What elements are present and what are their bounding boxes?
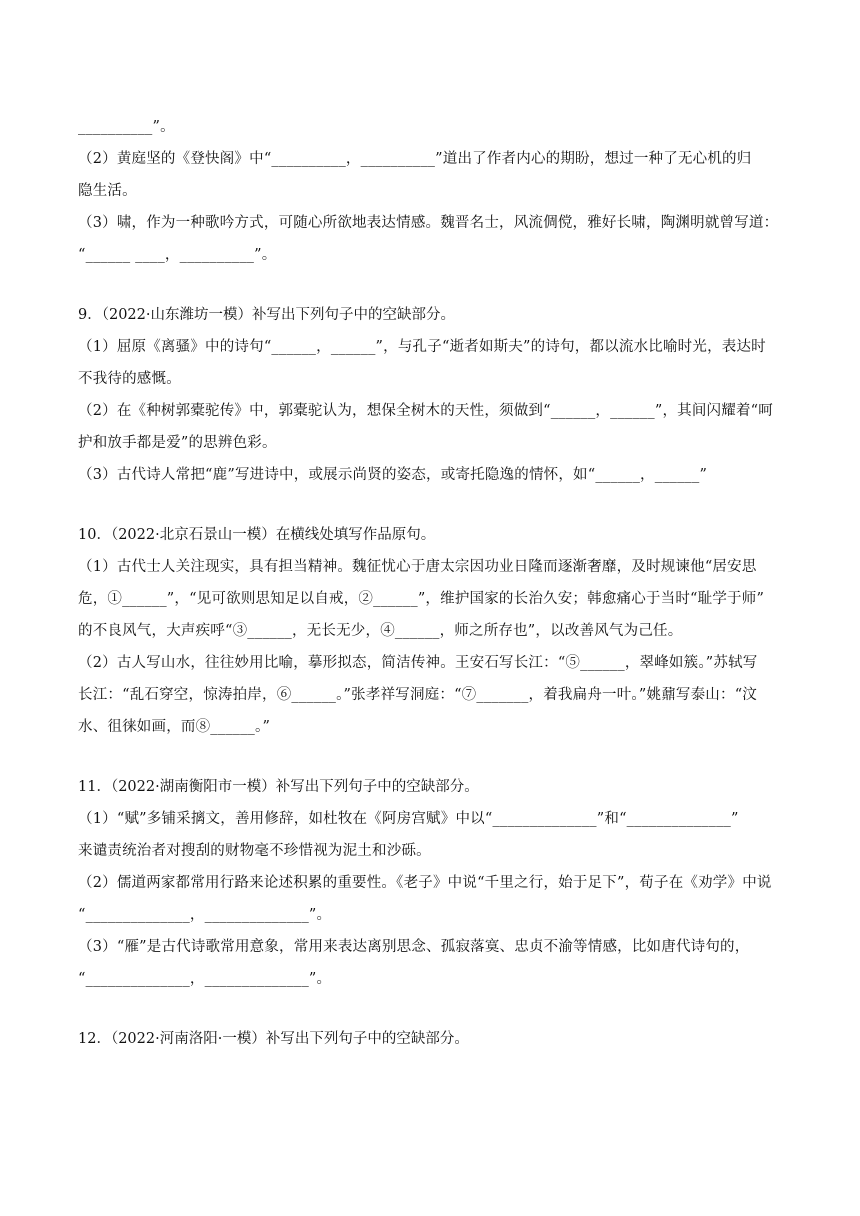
question-12-title: 12．（2022·河南洛阳·一模）补写出下列句子中的空缺部分。: [78, 1031, 469, 1047]
question-10-line: （2）古人写山水，往往妙用比喻，摹形拟态，简洁传神。王安石写长江：“⑤______，翠峰如簇。”苏轼写: [78, 655, 758, 671]
section-gap: [78, 271, 800, 299]
question-9-title: 9．（2022·山东潍坊一模）补写出下列句子中的空缺部分。: [78, 307, 455, 323]
question-10-line: 长江：“乱石穿空，惊涛拍岸，⑥______。”张孝祥写洞庭：“⑦_______，着我扁舟一叶。”姚鼐写泰山：“汶: [78, 687, 758, 703]
question-10-line: 水、徂徕如画，而⑧______。”: [78, 719, 271, 735]
question-11-line: （3）“雁”是古代诗歌常用意象，常用来表达离别思念、孤寂落寞、忠贞不渝等情感，比如唐代诗句的，: [78, 939, 750, 955]
question-11-title: 11．（2022·湖南衡阳市一模）补写出下列句子中的空缺部分。: [78, 779, 479, 795]
text-line: __________”。: [78, 119, 175, 135]
question-10-title: 10．（2022·北京石景山一模）在横线处填写作品原句。: [78, 527, 436, 543]
question-9-line: 不我待的感慨。: [78, 371, 181, 387]
question-11-line: （1）“赋”多铺采摛文，善用修辞，如杜牧在《阿房宫赋》中以“______________”和“______________”: [78, 811, 739, 827]
text-line: 隐生活。: [78, 183, 137, 199]
question-10-line: 的不良风气，大声疾呼“③______，无长无少，④______，师之所存也”，以改善风气为己任。: [78, 623, 683, 639]
question-9-line: （3）古代诗人常把“鹿”写进诗中，或展示尚贤的姿态，或寄托隐逸的情怀，如“______，______”: [78, 467, 708, 483]
section-gap: [78, 743, 800, 771]
text-line: “______ ____，__________”。: [78, 247, 277, 263]
question-11-line: 来谴责统治者对搜刮的财物毫不珍惜视为泥土和沙砾。: [78, 843, 431, 859]
question-10-line: （1）古代士人关注现实，具有担当精神。魏征忧心于唐太宗因功业日隆而逐渐奢靡，及时规谏他“居安思: [78, 559, 757, 575]
question-11-line: （2）儒道两家都常用行路来论述积累的重要性。《老子》中说“千里之行，始于足下”，荀子在《劝学》中说: [78, 875, 772, 891]
section-gap: [78, 491, 800, 519]
question-11-line: “______________，______________”。: [78, 971, 332, 987]
section-gap: [78, 995, 800, 1023]
question-9-line: 护和放手都是爱”的思辨色彩。: [78, 435, 277, 451]
question-11-line: “______________，______________”。: [78, 907, 332, 923]
text-line: （3）啸，作为一种歌吟方式，可随心所欲地表达情感。魏晋名士，风流倜傥，雅好长啸，陶渊明就曾写道：: [78, 215, 779, 231]
text-line: （2）黄庭坚的《登快阁》中“__________，__________”道出了作者内心的期盼，想过一种了无心机的归: [78, 151, 752, 167]
question-9-line: （2）在《种树郭橐驼传》中，郭橐驼认为，想保全树木的天性，须做到“______，______”，其间闪耀着“呵: [78, 403, 773, 419]
question-9-line: （1）屈原《离骚》中的诗句“______，______”，与孔子“逝者如斯夫”的诗句，都以流水比喻时光，表达时: [78, 339, 766, 355]
question-10-line: 危，①______”，“见可欲则思知足以自戒，②______”，维护国家的长治久安；韩愈痛心于当时“耻学于师”: [78, 591, 765, 607]
